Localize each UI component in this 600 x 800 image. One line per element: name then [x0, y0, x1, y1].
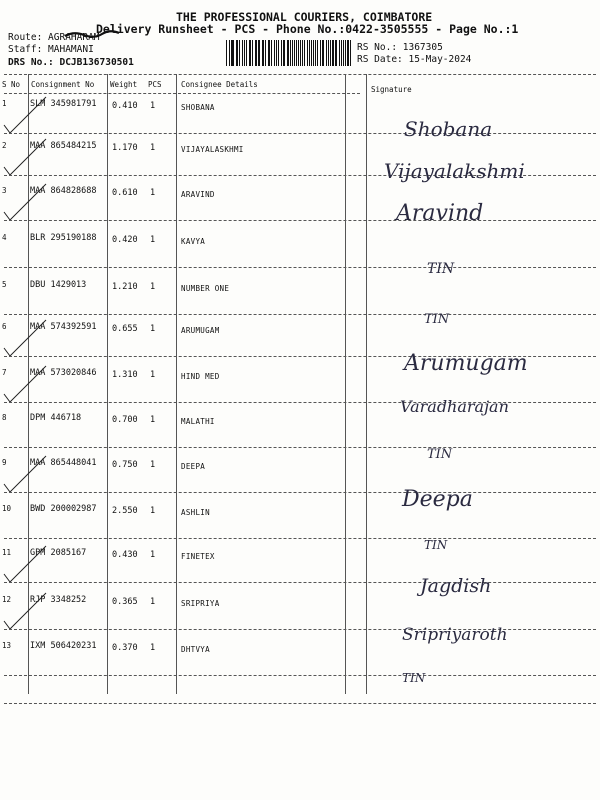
pcs-value: 1 — [150, 415, 156, 425]
barcode-bar — [345, 40, 346, 66]
svg-text:Arumugam: Arumugam — [404, 351, 528, 376]
consignment-number: SLM 345981791 — [30, 99, 97, 109]
barcode-bar — [350, 40, 351, 66]
consignment-number: MAA 573020846 — [30, 368, 97, 378]
barcode-bar — [336, 40, 337, 66]
consignee-name: SHOBANA — [181, 103, 215, 112]
table-bottom-rule — [4, 703, 596, 704]
header-rule-bottom — [4, 93, 360, 94]
barcode-bar — [320, 40, 321, 66]
sno-cell: 2 — [2, 141, 7, 150]
sno-cell: 6 — [2, 322, 7, 331]
svg-text:TIN: TIN — [424, 312, 450, 327]
col-header-signature: Signature — [371, 85, 412, 94]
pcs-value: 1 — [150, 460, 156, 470]
consignment-number: RJP 3348252 — [30, 595, 87, 605]
table-row — [0, 454, 600, 494]
barcode-bar — [226, 40, 227, 66]
consignee-name: NUMBER ONE — [181, 284, 230, 293]
table-row — [0, 276, 600, 316]
barcode-bar — [335, 40, 336, 66]
pcs-value: 1 — [150, 282, 156, 292]
row-divider — [4, 629, 596, 630]
sno-cell: 3 — [2, 186, 7, 195]
svg-text:Jagdish: Jagdish — [420, 575, 492, 597]
consignee-name: FINETEX — [181, 552, 215, 561]
consignee-name: ASHLIN — [181, 508, 210, 517]
pcs-value: 1 — [150, 143, 156, 153]
svg-text:Shobana: Shobana — [404, 117, 493, 141]
sno-cell: 12 — [2, 595, 12, 604]
barcode-bar — [258, 40, 260, 66]
barcode-bar — [317, 40, 319, 66]
col-header-consignment: Consignment No — [31, 80, 95, 89]
barcode-bar — [250, 40, 251, 66]
weight-value: 0.700 — [112, 415, 138, 425]
row-divider — [4, 356, 596, 357]
consignment-number: BWD 200002987 — [30, 504, 97, 514]
barcode-bar — [298, 40, 299, 66]
consignee-name: DHTVYA — [181, 645, 210, 654]
col-header-consignee: Consignee Details — [181, 80, 258, 89]
barcode-bar — [262, 40, 263, 66]
svg-text:Sripriyaroth: Sripriyaroth — [402, 625, 508, 645]
col-header-pcs: PCS — [148, 80, 162, 89]
barcode-bar — [294, 40, 295, 66]
drs-number: DRS No.: DCJB136730501 — [8, 57, 134, 68]
barcode-bar — [339, 40, 340, 66]
barcode-bar — [231, 40, 232, 66]
pcs-value: 1 — [150, 550, 156, 560]
col-header-weight: Weight — [110, 80, 138, 89]
barcode-bar — [239, 40, 240, 66]
barcode-bar — [246, 40, 247, 66]
row-divider — [4, 314, 596, 315]
consignee-name: MALATHI — [181, 417, 215, 426]
svg-text:Varadharajan: Varadharajan — [400, 397, 509, 416]
pcs-value: 1 — [150, 235, 156, 245]
sno-cell: 8 — [2, 413, 7, 422]
table-row — [0, 137, 600, 177]
barcode-bar — [307, 40, 308, 66]
consignee-name: KAVYA — [181, 237, 206, 246]
barcode-bar — [328, 40, 329, 66]
barcode-bar — [263, 40, 264, 66]
barcode-bar — [271, 40, 272, 66]
weight-value: 2.550 — [112, 506, 138, 516]
barcode-bar — [309, 40, 310, 66]
barcode-bar — [332, 40, 334, 66]
table-row — [0, 591, 600, 631]
weight-value: 1.310 — [112, 370, 138, 380]
table-row — [0, 182, 600, 222]
barcode-bar — [313, 40, 314, 66]
barcode-bar — [281, 40, 282, 66]
staff-label: Staff: MAHAMANI — [8, 44, 94, 55]
sno-cell: 1 — [2, 99, 7, 108]
barcode-bar — [269, 40, 270, 66]
barcode-bar — [341, 40, 342, 66]
row-divider — [4, 402, 596, 403]
barcode-bar — [252, 40, 253, 66]
table-row — [0, 95, 600, 135]
barcode-bar — [242, 40, 243, 66]
barcode-bar — [244, 40, 246, 66]
barcode-bar — [249, 40, 250, 66]
weight-value: 1.170 — [112, 143, 138, 153]
barcode-bar — [268, 40, 269, 66]
barcode-bar — [256, 40, 257, 66]
table-row — [0, 318, 600, 358]
svg-text:TIN: TIN — [424, 538, 448, 552]
barcode-bar — [300, 40, 301, 66]
svg-text:TIN: TIN — [402, 671, 426, 685]
barcode-bar — [274, 40, 275, 66]
row-divider — [4, 175, 596, 176]
pcs-value: 1 — [150, 370, 156, 380]
weight-value: 0.655 — [112, 324, 138, 334]
consignment-number: MAA 865448041 — [30, 458, 97, 468]
barcode-bar — [296, 40, 297, 66]
barcode-bar — [232, 40, 234, 66]
row-divider — [4, 492, 596, 493]
runsheet-heading: Delivery Runsheet - PCS - Phone No.:0422-3505555 - Page No.:1 — [96, 22, 519, 36]
row-divider — [4, 133, 596, 134]
consignment-number: MAA 865484215 — [30, 141, 97, 151]
consignee-name: VIJAYALASKHMI — [181, 145, 244, 154]
weight-value: 0.430 — [112, 550, 138, 560]
barcode-bar — [343, 40, 344, 66]
sno-cell: 5 — [2, 280, 7, 289]
weight-value: 0.365 — [112, 597, 138, 607]
company-title: THE PROFESSIONAL COURIERS, COIMBATORE — [176, 10, 433, 24]
sno-cell: 9 — [2, 458, 7, 467]
consignee-name: ARUMUGAM — [181, 326, 220, 335]
svg-text:Vijayalakshmi: Vijayalakshmi — [384, 159, 525, 183]
barcode-bar — [304, 40, 305, 66]
barcode-bar — [236, 40, 237, 66]
sno-cell: 13 — [2, 641, 12, 650]
consignee-name: HIND MED — [181, 372, 220, 381]
pcs-value: 1 — [150, 101, 156, 111]
barcode-bar — [326, 40, 327, 66]
consignee-name: ARAVIND — [181, 190, 215, 199]
row-divider — [4, 582, 596, 583]
weight-value: 0.370 — [112, 643, 138, 653]
delivered-tick-mark — [0, 364, 60, 404]
barcode-bar — [229, 40, 230, 66]
barcode-bar — [276, 40, 278, 66]
consignment-number: IXM 506420231 — [30, 641, 97, 651]
weight-value: 0.420 — [112, 235, 138, 245]
consignee-name: DEEPA — [181, 462, 206, 471]
pcs-value: 1 — [150, 188, 156, 198]
barcode-bar — [322, 40, 323, 66]
consignee-name: SRIPRIYA — [181, 599, 220, 608]
barcode-bar — [287, 40, 289, 66]
sno-cell: 4 — [2, 233, 7, 242]
table-row — [0, 544, 600, 584]
svg-text:Aravind: Aravind — [396, 201, 484, 226]
col-header-sno: S No — [2, 80, 21, 89]
barcode-bar — [290, 40, 291, 66]
barcode-bar — [302, 40, 304, 66]
svg-text:TIN: TIN — [427, 447, 453, 462]
table-row — [0, 229, 600, 269]
row-divider — [4, 538, 596, 539]
sno-cell: 7 — [2, 368, 7, 377]
row-divider — [4, 267, 596, 268]
row-divider — [4, 220, 596, 221]
table-row — [0, 409, 600, 449]
pcs-value: 1 — [150, 597, 156, 607]
row-divider — [4, 675, 596, 676]
route-scribble — [64, 30, 120, 39]
consignment-number: DPM 446718 — [30, 413, 82, 423]
header-rule-top — [4, 74, 596, 75]
route-label: Route: AGRAHARAM — [8, 32, 100, 43]
consignment-number: BLR 295190188 — [30, 233, 97, 243]
sno-cell: 10 — [2, 504, 12, 513]
consignment-number: MAA 864828688 — [30, 186, 97, 196]
delivered-tick-mark — [0, 318, 60, 358]
barcode-bar — [315, 40, 316, 66]
barcode-image — [226, 40, 352, 66]
barcode-bar — [278, 40, 279, 66]
barcode-bar — [265, 40, 266, 66]
pcs-value: 1 — [150, 643, 156, 653]
table-row — [0, 364, 600, 404]
delivered-tick-mark — [0, 95, 60, 135]
weight-value: 0.610 — [112, 188, 138, 198]
delivered-tick-mark — [0, 454, 60, 494]
barcode-bar — [330, 40, 331, 66]
barcode-bar — [323, 40, 324, 66]
barcode-bar — [292, 40, 293, 66]
weight-value: 0.410 — [112, 101, 138, 111]
weight-value: 1.210 — [112, 282, 138, 292]
barcode-bar — [283, 40, 284, 66]
delivered-tick-mark — [0, 137, 60, 177]
delivered-tick-mark — [0, 182, 60, 222]
barcode-bar — [311, 40, 312, 66]
weight-value: 0.750 — [112, 460, 138, 470]
sno-cell: 11 — [2, 548, 12, 557]
pcs-value: 1 — [150, 506, 156, 516]
rs-number: RS No.: 1367305 — [357, 42, 443, 53]
svg-text:TIN: TIN — [427, 261, 455, 277]
consignment-number: GPM 2085167 — [30, 548, 87, 558]
table-row — [0, 637, 600, 677]
svg-text:Deepa: Deepa — [402, 487, 473, 512]
delivered-tick-mark — [0, 544, 60, 584]
consignment-number: MAA 574392591 — [30, 322, 97, 332]
table-row — [0, 500, 600, 540]
row-divider — [4, 447, 596, 448]
barcode-bar — [255, 40, 256, 66]
consignment-number: DBU 1429013 — [30, 280, 87, 290]
barcode-bar — [237, 40, 238, 66]
pcs-value: 1 — [150, 324, 156, 334]
delivered-tick-mark — [0, 591, 60, 631]
barcode-bar — [284, 40, 285, 66]
rs-date: RS Date: 15-May-2024 — [357, 54, 472, 65]
barcode-bar — [347, 40, 349, 66]
